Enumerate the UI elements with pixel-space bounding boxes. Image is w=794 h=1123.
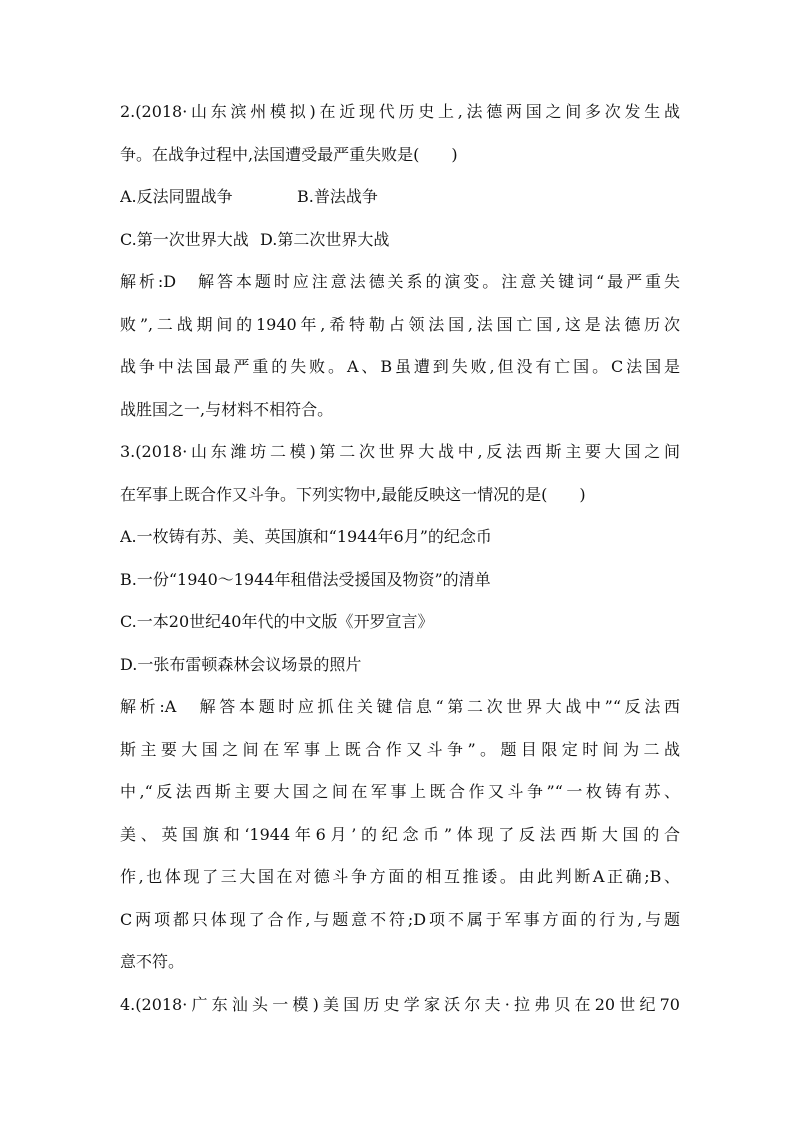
q3-stem-line-2: 在军事上既合作又斗争。下列实物中,最能反映这一情况的是( ) bbox=[120, 484, 586, 504]
q3-analysis-line-2: 斯主要大国之间在军事上既合作又斗争”。题目限定时间为二战 bbox=[120, 739, 680, 759]
q2-options-row-2 bbox=[120, 230, 680, 250]
question-content bbox=[120, 102, 680, 1037]
q2-stem-line-1: 2.(2018·山东滨州模拟)在近现代历史上,法德两国之间多次发生战 bbox=[120, 102, 680, 121]
q3-analysis-line-6: C两项都只体现了合作,与题意不符;D项不属于军事方面的行为,与题 bbox=[120, 909, 680, 929]
q2-option-b: B.普法战争 bbox=[297, 187, 378, 206]
q4-stem-line-1: 4.(2018·广东汕头一模)美国历史学家沃尔夫·拉弗贝在20世纪70 bbox=[120, 994, 680, 1014]
q2-stem-line-2: 争。在战争过程中,法国遭受最严重失败是( ) bbox=[120, 144, 458, 164]
q3-analysis-line-4: 美、英国旗和‘1944年6月’的纪念币”体现了反法西斯大国的合 bbox=[120, 824, 680, 844]
q3-stem-line-1: 3.(2018·山东潍坊二模)第二次世界大战中,反法西斯主要大国之间 bbox=[120, 442, 680, 461]
q2-analysis-line-2: 败”,二战期间的1940年,希特勒占领法国,法国亡国,这是法德历次 bbox=[120, 314, 680, 334]
q2-option-d: D.第二次世界大战 bbox=[260, 229, 390, 249]
q3-option-a: A.一枚铸有苏、美、英国旗和“1944年6月”的纪念币 bbox=[120, 527, 492, 546]
q3-analysis-line-1: 解析:A 解答本题时应抓住关键信息“第二次世界大战中”“反法西 bbox=[120, 697, 680, 716]
q2-analysis-line-4: 战胜国之一,与材料不相符合。 bbox=[120, 399, 334, 419]
q3-analysis-line-7: 意不符。 bbox=[120, 952, 185, 971]
q3-analysis-line-3: 中,“反法西斯主要大国之间在军事上既合作又斗争”“一枚铸有苏、 bbox=[120, 782, 680, 801]
q2-options-row-1 bbox=[120, 187, 680, 207]
q2-option-c: C.第一次世界大战 bbox=[120, 229, 249, 249]
q3-option-c: C.一本20世纪40年代的中文版《开罗宣言》 bbox=[120, 612, 434, 631]
q3-option-d: D.一张布雷顿森林会议场景的照片 bbox=[120, 654, 362, 674]
q2-analysis-line-1: 解析:D 解答本题时应注意法德关系的演变。注意关键词“最严重失 bbox=[120, 272, 680, 291]
q2-analysis-line-3: 战争中法国最严重的失败。A、B虽遭到失败,但没有亡国。C法国是 bbox=[120, 357, 680, 376]
q3-analysis-line-5: 作,也体现了三大国在对德斗争方面的相互推诿。由此判断A正确;B、 bbox=[120, 867, 680, 886]
q2-option-a: A.反法同盟战争 bbox=[120, 187, 233, 206]
q3-option-b: B.一份“1940～1944年租借法受援国及物资”的清单 bbox=[120, 569, 491, 589]
